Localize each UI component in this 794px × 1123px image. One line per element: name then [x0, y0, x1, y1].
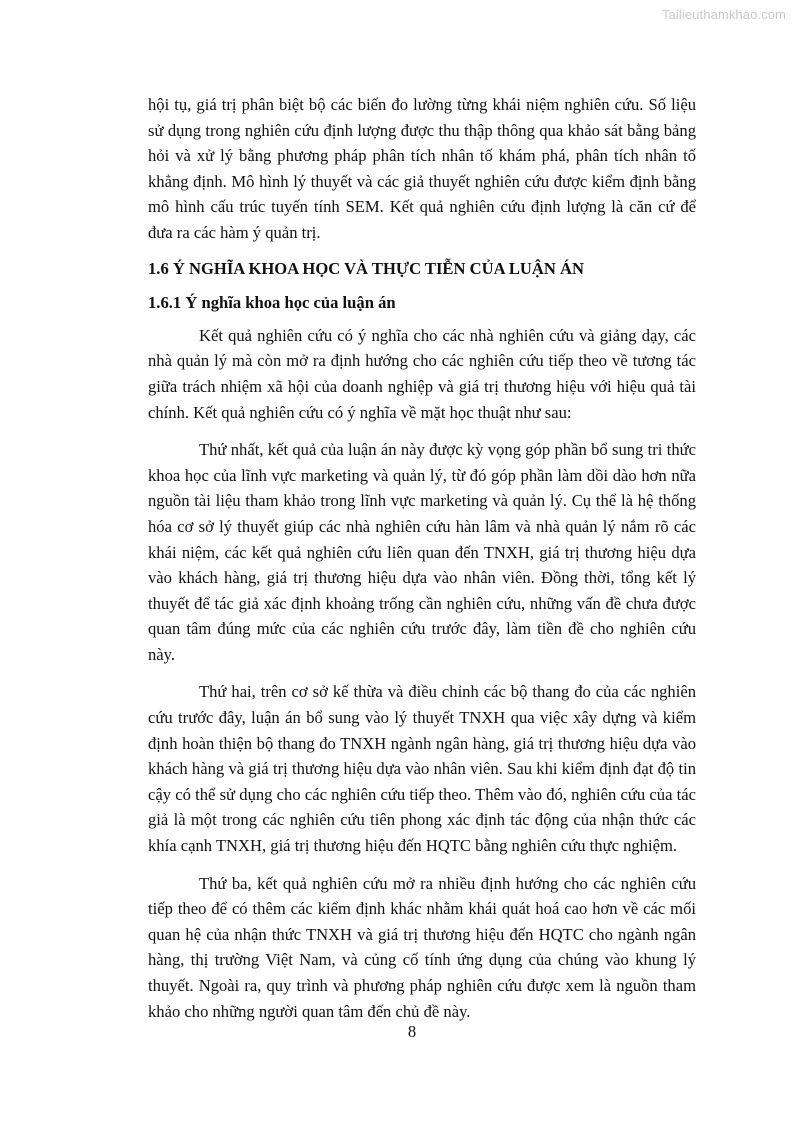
subsection-heading: 1.6.1 Ý nghĩa khoa học của luận án	[148, 293, 396, 313]
paragraph: Kết quả nghiên cứu có ý nghĩa cho các nhà nghiên cứu và giảng dạy, các nhà quản lý mà còn mở ra định hướng cho các nghiên cứu tiếp theo về tương tác giữa trách nhiệm xã hội của doanh nghiệp và giá trị thương hiệu với hiệu quả tài chính. Kết quả nghiên cứu có ý nghĩa về mặt học thuật như sau:	[148, 325, 696, 422]
page-number: 8	[407, 1022, 417, 1041]
intro-paragraph: hội tụ, giá trị phân biệt bộ các biến đo lường từng khái niệm nghiên cứu. Số liệu sử dụng trong nghiên cứu định lượng được thu thập thông qua khảo sát bằng bảng hỏi và xử lý bằng phương pháp phân tích nhân tố khám phá, phân tích nhân tố khẳng định. Mô hình lý thuyết và các giả thuyết nghiên cứu được kiểm định bằng mô hình cấu trúc tuyến tính SEM. Kết quả nghiên cứu định lượng là căn cứ để đưa ra các hàm ý quản trị.	[148, 95, 696, 242]
paragraph: Thứ hai, trên cơ sở kế thừa và điều chỉnh các bộ thang đo của các nghiên cứu trước đây, luận án bổ sung vào lý thuyết TNXH qua việc xây dựng và kiểm định hoàn thiện bộ thang đo TNXH ngành ngân hàng, giá trị thương hiệu dựa vào khách hàng và giá trị thương hiệu dựa vào nhân viên. Sau khi kiểm định đạt độ tin cậy có thể sử dụng cho các nghiên cứu tiếp theo. Thêm vào đó, nghiên cứu của tác giả là một trong các nghiên cứu tiên phong xác định tác động của nhận thức các khía cạnh TNXH, giá trị thương hiệu đến HQTC bằng nghiên cứu thực nghiệm.	[148, 682, 696, 856]
watermark: Tailieuthamkhao.com	[661, 7, 786, 22]
section-heading: 1.6 Ý NGHĨA KHOA HỌC VÀ THỰC TIỄN CỦA LUẬN ÁN	[148, 258, 584, 278]
paragraph: Thứ nhất, kết quả của luận án này được kỳ vọng góp phần bổ sung tri thức khoa học của lĩnh vực marketing và quản lý, từ đó góp phần làm dồi dào hơn nữa nguồn tài liệu tham khảo trong lĩnh vực marketing và quản lý. Cụ thể là hệ thống hóa cơ sở lý thuyết giúp các nhà nghiên cứu hàn lâm và nhà quản lý nắm rõ các khái niệm, các kết quả nghiên cứu liên quan đến TNXH, giá trị thương hiệu dựa vào khách hàng, giá trị thương hiệu dựa vào nhân viên. Đồng thời, tổng kết lý thuyết để tác giả xác định khoảng trống cần nghiên cứu, những vấn đề chưa được quan tâm đúng mức của các nghiên cứu trước đây, làm tiền đề cho nghiên cứu này.	[148, 440, 696, 664]
paragraph: Thứ ba, kết quả nghiên cứu mở ra nhiều định hướng cho các nghiên cứu tiếp theo để có thêm các kiểm định khác nhằm khái quát hoá cao hơn về các mối quan hệ của nhận thức TNXH và giá trị thương hiệu đến HQTC cho ngành ngân hàng, thị trường Việt Nam, và củng cố tính ứng dụng của chúng vào khung lý thuyết. Ngoài ra, quy trình và phương pháp nghiên cứu được xem là nguồn tham khảo cho những người quan tâm đến chủ đề này.	[148, 873, 696, 1021]
document-body	[148, 92, 696, 1036]
